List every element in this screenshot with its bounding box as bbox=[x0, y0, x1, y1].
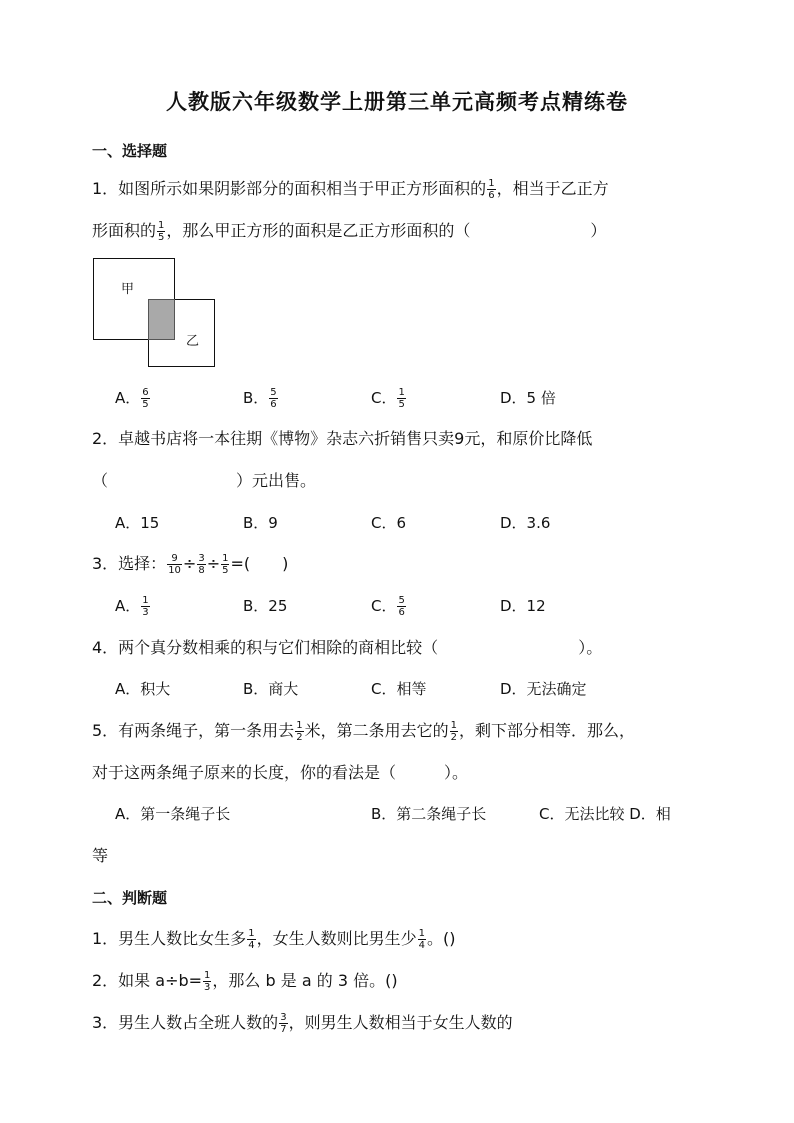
judgment-1: 1．男生人数比女生多 $\frac{1}{4}$ ，女生人数则比男生少 $\frac{1}{4}$ 。() bbox=[92, 928, 456, 951]
q1-option-b: B． $\frac{5}{6}$ bbox=[243, 387, 277, 410]
question-1-line-1 bbox=[92, 177, 609, 201]
q1-text: ，那么甲正方形的面积是乙正方形面积的（ bbox=[166, 221, 471, 240]
q4-option-d: D．无法确定 bbox=[500, 680, 587, 698]
q2-option-b: B．9 bbox=[243, 514, 278, 532]
q3-option-d: D．12 bbox=[500, 597, 546, 615]
q1-text: 1．如图所示如果阴影部分的面积相当于甲正方形面积的 bbox=[92, 179, 487, 198]
question-1-line-2 bbox=[92, 219, 606, 243]
q4-option-a: A．积大 bbox=[115, 680, 171, 698]
question-2-line-2: （ ）元出售。 bbox=[92, 471, 317, 490]
q2-option-c: C．6 bbox=[371, 514, 407, 532]
label-yi: 乙 bbox=[186, 334, 200, 349]
q1-text: ，相当于乙正方 bbox=[496, 179, 609, 198]
question-2-line-1: 2．卓越书店将一本往期《博物》杂志六折销售只卖9元，和原价比降低 bbox=[92, 429, 593, 448]
label-jia: 甲 bbox=[121, 282, 135, 297]
q4-option-b: B．商大 bbox=[243, 680, 299, 698]
q1-option-a: A． $\frac{6}{5}$ bbox=[115, 387, 149, 410]
q1-option-c: C． $\frac{1}{5}$ bbox=[371, 387, 405, 410]
q2-option-a: A．15 bbox=[115, 514, 160, 532]
q1-text: 形面积的 bbox=[92, 221, 157, 240]
q3-option-c: C． $\frac{5}{6}$ bbox=[371, 595, 405, 618]
q2-option-d: D．3.6 bbox=[500, 514, 551, 532]
section-heading-judgment: 二、判断题 bbox=[92, 889, 168, 907]
judgment-3: 3．男生人数占全班人数的 $\frac{3}{7}$ ，则男生人数相当于女生人数的 bbox=[92, 1012, 513, 1035]
section-heading-choice: 一、选择题 bbox=[92, 142, 168, 160]
q4-option-c: C．相等 bbox=[371, 680, 427, 698]
question-5-line-1: 5．有两条绳子，第一条用去 $\frac{1}{2}$ 米，第二条用去它的 $\frac{1}{2}$ ，剩下部分相等．那么， bbox=[92, 720, 635, 743]
question-4: 4．两个真分数相乘的积与它们相除的商相比较（ ）。 bbox=[92, 638, 603, 657]
question-5-line-2: 对于这两条绳子原来的长度，你的看法是（ ）。 bbox=[92, 763, 469, 782]
q1-option-d: D．5 倍 bbox=[500, 389, 556, 407]
q3-option-a: A． $\frac{1}{3}$ bbox=[115, 595, 149, 618]
q5-option-cd: C．无法比较 D．相 bbox=[539, 805, 671, 823]
squares-figure bbox=[93, 258, 215, 368]
q5-option-b: B．第二条绳子长 bbox=[371, 805, 487, 823]
q5-option-a: A．第一条绳子长 bbox=[115, 805, 231, 823]
page-title: 人教版六年级数学上册第三单元高频考点精练卷 bbox=[166, 89, 628, 114]
q1-text: ） bbox=[590, 221, 607, 240]
question-3: 3．选择： $\frac{9}{10}$ ÷ $\frac{3}{8}$ ÷ $\frac{1}{5}$ =( ) bbox=[92, 553, 289, 576]
fraction: $\frac{1}{6}$ bbox=[488, 178, 495, 201]
judgment-2: 2．如果 a÷b= $\frac{1}{3}$ ，那么 b 是 a 的 3 倍。() bbox=[92, 970, 398, 993]
shaded-overlap bbox=[148, 299, 175, 340]
q3-option-b: B．25 bbox=[243, 597, 288, 615]
question-5-line-3: 等 bbox=[92, 846, 109, 865]
fraction: $\frac{1}{5}$ bbox=[158, 220, 165, 243]
